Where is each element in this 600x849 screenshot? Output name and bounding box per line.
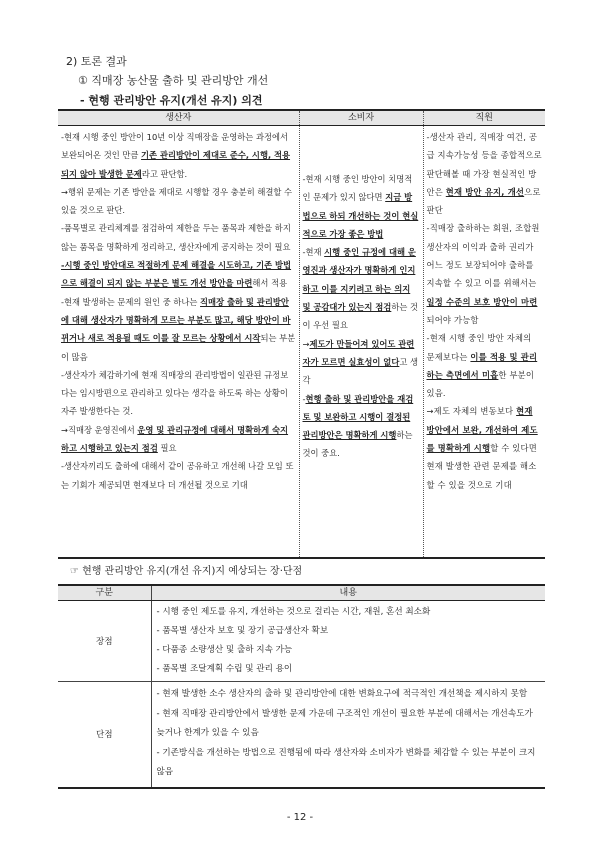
list-item: - 품목별 생산자 보호 및 장기 공급생산자 확보 (156, 626, 329, 636)
opinion-text: - (302, 393, 306, 404)
page-number: - 12 - (286, 812, 314, 823)
producer-opinions (58, 126, 299, 559)
opinion-text: 되는 부분이 많음 (61, 333, 296, 362)
opinion-paragraph (61, 183, 296, 220)
header-content: 내용 (151, 585, 545, 601)
opinion-paragraph (427, 329, 543, 402)
opinion-paragraph (61, 421, 296, 458)
opinion-text: 해서 적용 (252, 278, 288, 289)
opinion-text: 라고 판단함. (141, 168, 188, 179)
list-item: - 다품종 소량생산 및 출하 지속 가능 (156, 645, 293, 655)
header-producer: 생산자 (58, 110, 299, 126)
opinion-text: -생산자끼리도 출하에 대해서 같이 공유하고 개선해 나갈 모임 또는 기회가 제공되면 현재보다 더 개선될 것으로 기대 (61, 461, 294, 490)
opinion-paragraph (61, 457, 296, 494)
list-item: - 현재 직매장 관리방안에서 발생한 문제 가운데 구조적인 개선이 필요한 부분에 대해서는 개선속도가 늦거나 한계가 있을 수 있음 (156, 708, 533, 738)
pros-cons-table (58, 584, 545, 789)
section-heading: 2) 토론 결과 (66, 55, 127, 68)
opinion-text: 한 부분이 있음. (426, 369, 535, 399)
emphasized-text: 지금 방법으로 하되 개선하는 것이 현실적으로 가장 좋은 방법 (302, 192, 419, 239)
opinion-text: -현재 시행 중인 방안 자체의 문제보다는 (426, 333, 532, 362)
opinion-paragraph (61, 366, 296, 421)
pros-list (151, 601, 545, 682)
emphasized-text: -시행 중인 방안대로 적절하게 문제 해결을 시도하고, 기존 방법으로 해결이 되지 않는 부분은 별도 개선 방안을 마련 (61, 260, 292, 289)
list-item: - 시행 중인 제도를 유지, 개선하는 것으로 걸리는 시간, 재원, 혼선 최소화 (156, 607, 431, 617)
emphasized-text: 제도가 만들어져 있어도 관련자가 모르면 실효성이 없다 (302, 338, 415, 367)
opinion-paragraph (61, 219, 296, 256)
list-item: - 현재 발생한 소수 생산자의 출하 및 관리방안에 대한 변화요구에 적극적인 개선책을 제시하지 못함 (156, 689, 528, 699)
opinion-text: →행위 문제는 기존 방안을 제대로 시행할 경우 충분히 해결할 수 있을 것으로 판단. (61, 186, 293, 216)
opinion-text: -현재 시행 중인 방안이 10년 이상 직매장을 운영하는 과정에서 보완되어온 것인 만큼 (61, 132, 289, 161)
subsection-heading: ① 직매장 농산물 출하 및 관리방안 개선 (78, 74, 269, 87)
emphasized-text: 직매장 출하 및 관리방안에 대해 생산자가 명확하게 모르는 부분도 많고, 해당 방안이 바뀌거나 새로 적용될 때도 이를 잘 모르는 상황에서 시작 (61, 296, 291, 344)
opinion-text: 하는 것이 중요. (302, 430, 413, 459)
staff-opinions (423, 126, 545, 559)
pros-cons-note: ☞ 현행 관리방안 유지(개선 유지)지 예상되는 장·단점 (70, 566, 303, 577)
opinion-text: 으로 판단 (426, 186, 541, 216)
header-consumer: 소비자 (299, 110, 423, 126)
emphasized-text: 현재 방안에서 보완, 개선하여 제도를 명확하게 시행 (426, 406, 538, 454)
header-staff: 직원 (423, 110, 545, 126)
opinion-paragraph (427, 219, 543, 329)
opinion-paragraph (303, 243, 420, 334)
opinion-paragraph (303, 170, 420, 243)
opinion-paragraph (61, 256, 296, 293)
emphasized-text: 현행 출하 및 관리방안을 재검토 및 보완하고 시행이 결정된 관리방안은 명확하게 시행 (302, 393, 414, 441)
emphasized-text: 운영 및 관리규정에 대해서 명확하게 숙지하고 시행하고 있는지 점검 (61, 424, 289, 454)
cons-label: 단점 (58, 682, 151, 788)
opinion-paragraph (303, 335, 420, 390)
opinion-text: 할 수 있다면 현재 발생한 관련 문제를 해소할 수 있을 것으로 기대 (426, 443, 537, 490)
opinion-text: -현재 시행 중인 방안이 치명적인 문제가 있지 않다면 (302, 174, 413, 203)
opinion-heading: - 현행 관리방안 유지(개선 유지) 의견 (80, 94, 263, 107)
opinion-paragraph (427, 402, 543, 493)
opinion-text: 고 생각 (302, 356, 419, 386)
consumer-opinions (299, 126, 423, 559)
opinion-text: 되어야 가능함 (426, 314, 479, 325)
opinion-text: -품목별로 관리체계를 점검하여 제한을 두는 품목과 제한을 하지 않는 품목을 명확하게 정리하고, 생산자에게 공지하는 것이 필요 (61, 223, 291, 252)
list-item: - 기존방식을 개선하는 방법으로 진행됨에 따라 생산자와 소비자가 변화를 체감할 수 있는 부분이 크지 않음 (156, 747, 536, 777)
opinion-table (58, 109, 545, 559)
opinion-text: -직매장 출하하는 회원, 조합원 생산자의 이익과 출하 권리가 어느 정도 보장되어야 출하를 지속할 수 있고 이를 위해서는 (426, 223, 540, 289)
cons-list (151, 682, 545, 788)
list-item: - 품목별 조달계획 수립 및 관리 용이 (156, 664, 293, 674)
header-category: 구분 (58, 585, 151, 601)
opinion-paragraph (61, 293, 296, 366)
opinion-paragraph (303, 390, 420, 463)
opinion-text: →제도 자체의 변동보다 (426, 406, 517, 417)
opinion-text: -현재 발생하는 문제의 원인 중 하나는 (61, 296, 201, 307)
emphasized-text: 일정 수준의 보호 방안이 마련 (426, 296, 538, 307)
opinion-text: 필요 (157, 443, 177, 454)
emphasized-text: 현재 방안 유지, 개선 (445, 186, 525, 197)
emphasized-text: 시행 중인 규정에 대해 운영진과 생산자가 명확하게 인지하고 이를 지키려고 하는 의지 및 공감대가 있는지 점검 (302, 247, 416, 313)
opinion-text: -생산자 관리, 직매장 여건, 공급 지속가능성 등을 종합적으로 판단해볼 때 가장 현실적인 방안은 (426, 132, 542, 197)
opinion-text: 하는 것이 우선 필요 (302, 302, 419, 331)
emphasized-text: 이를 적용 및 관리하는 측면에서 미흡 (426, 351, 538, 380)
opinion-paragraph (427, 128, 543, 219)
opinion-paragraph (61, 128, 296, 183)
opinion-text: →직매장 운영진에서 (61, 424, 138, 435)
pros-label: 장점 (58, 601, 151, 682)
opinion-text: → (302, 338, 310, 349)
emphasized-text: 기존 관리방안이 제대로 준수, 시행, 적용되지 않아 발생한 문제 (61, 150, 291, 179)
opinion-text: -현재 (302, 247, 325, 258)
opinion-text: -생산자가 체감하기에 현재 직매장의 관리방법이 일관된 규정보다는 임시방편으로 관리하고 있다는 생각을 하도록 하는 상황이 자주 발생한다는 것. (61, 369, 289, 417)
